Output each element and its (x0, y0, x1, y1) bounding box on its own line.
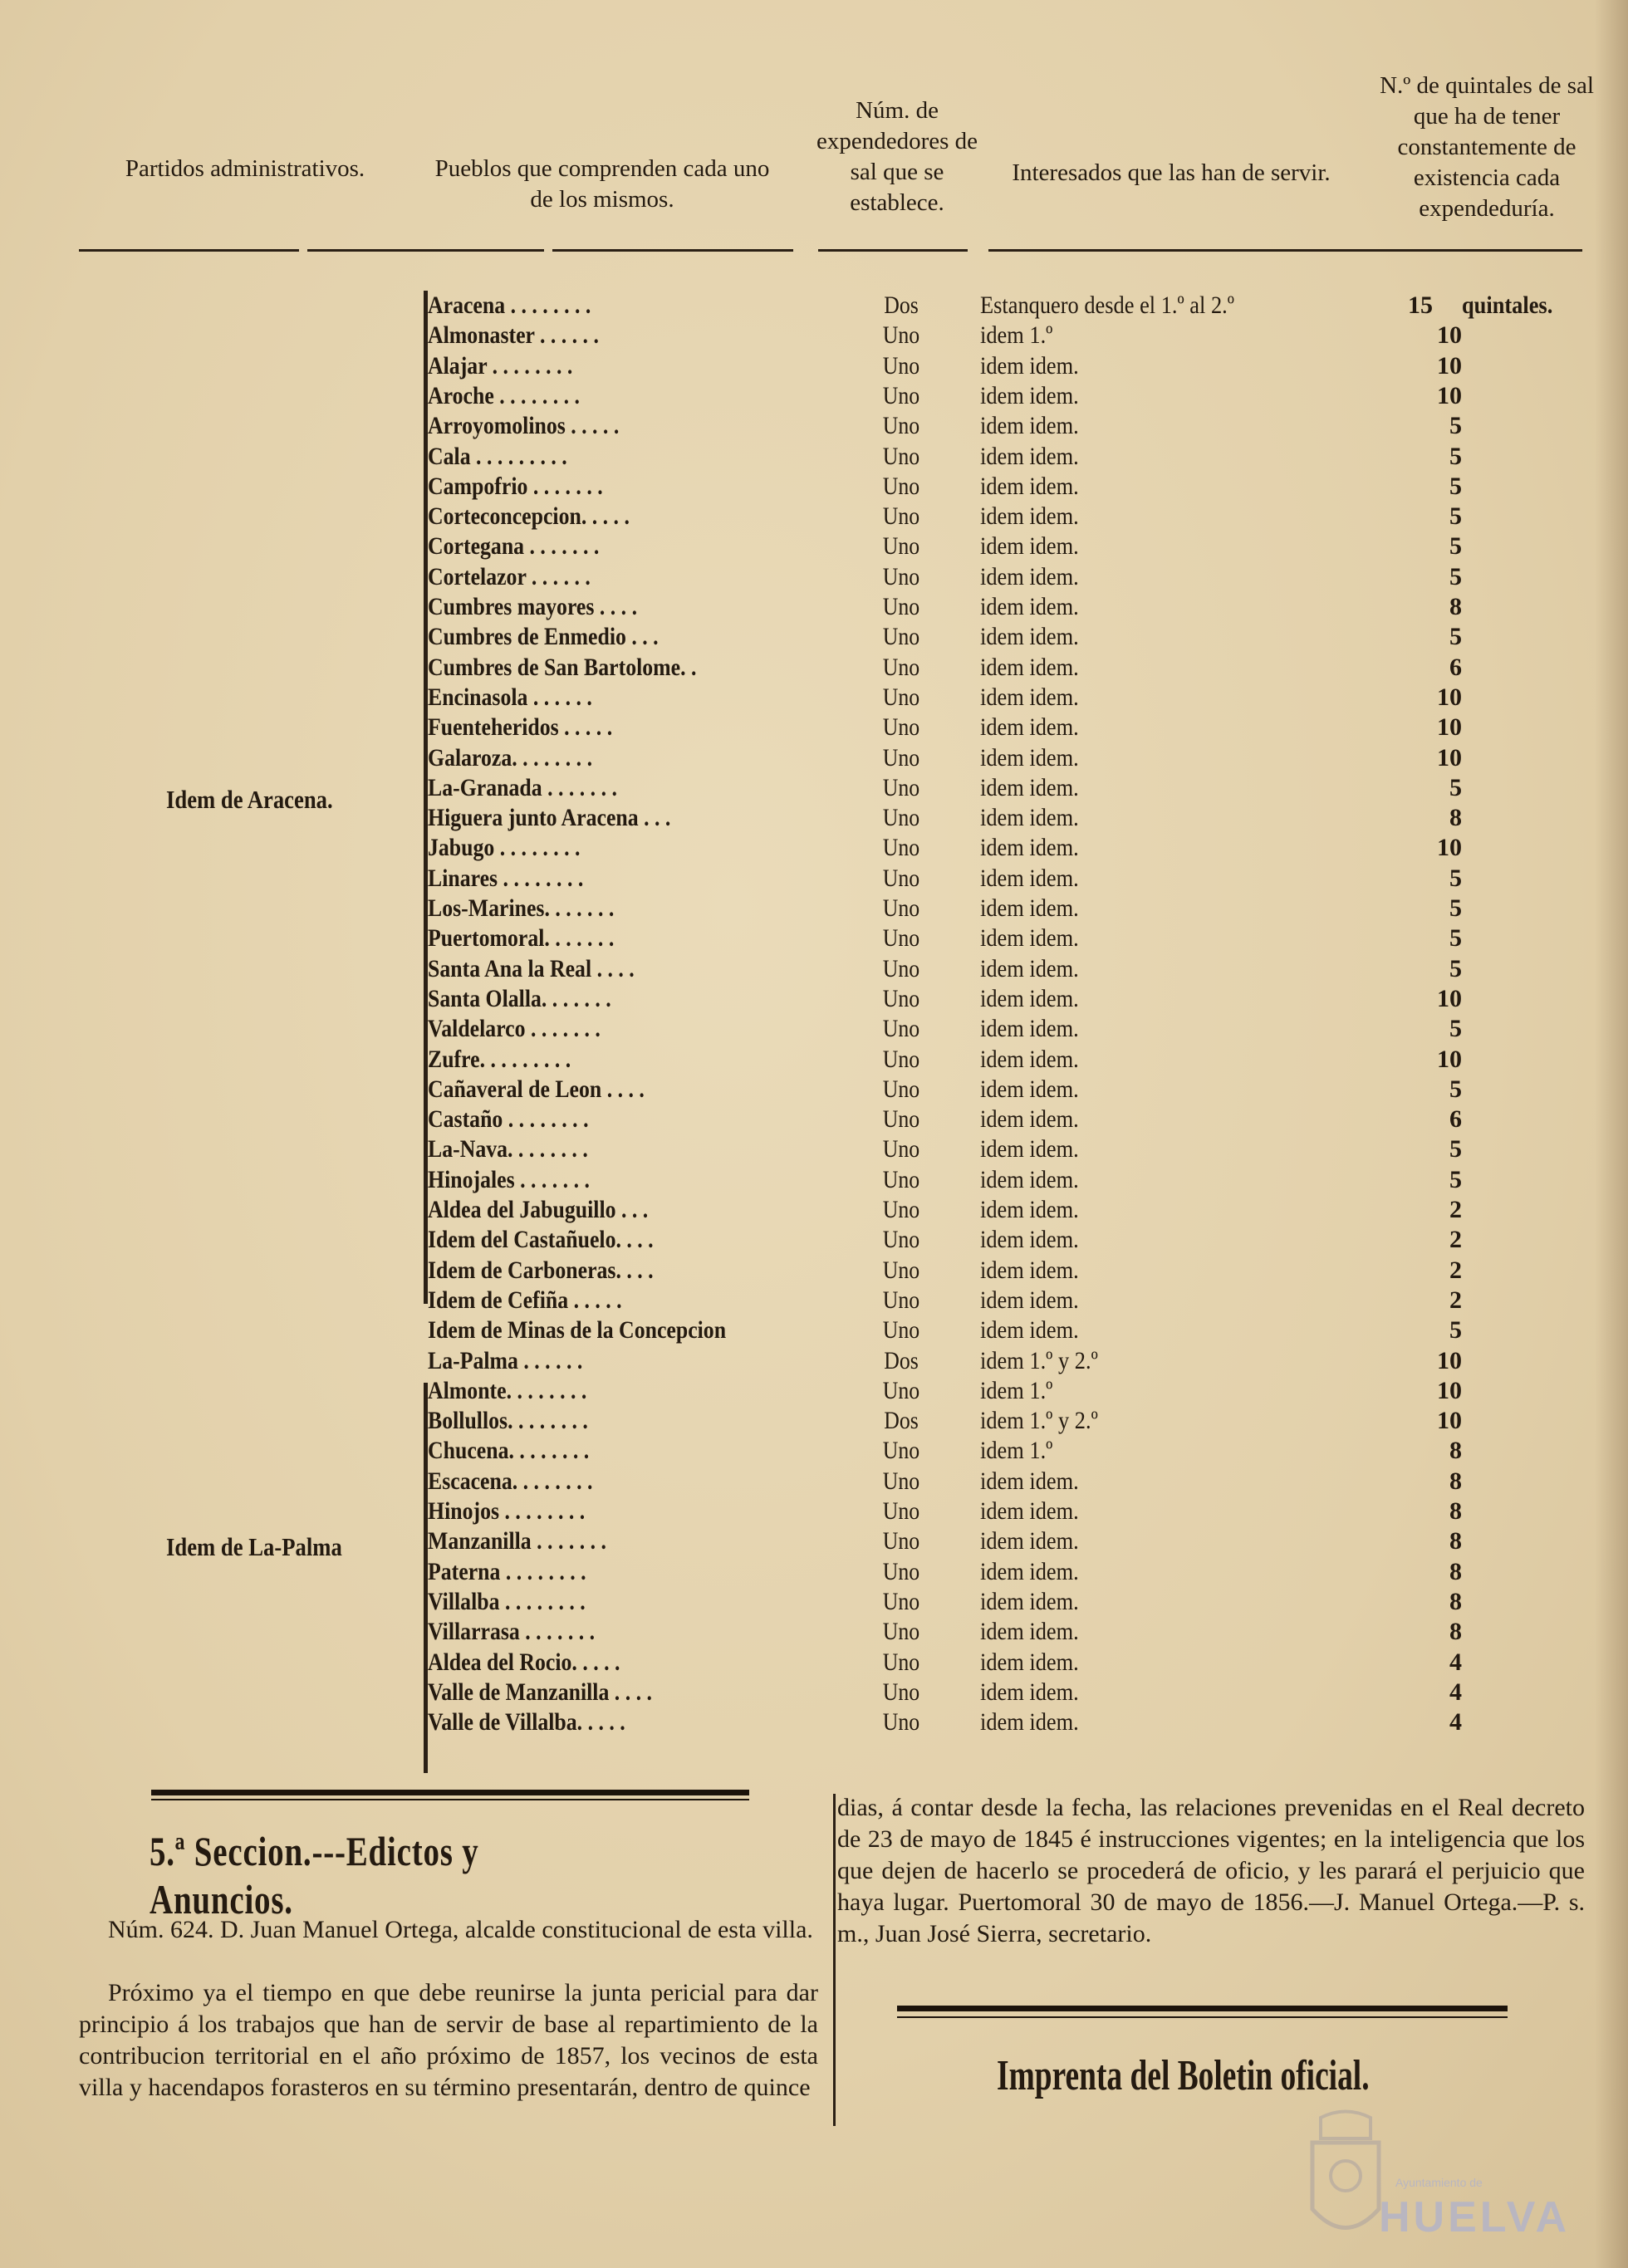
expendedores-count: Uno (882, 1467, 920, 1495)
interesados-text: idem idem. (980, 954, 1079, 982)
quintales-value: 10 (1437, 1376, 1462, 1404)
expendedores-count: Uno (882, 864, 920, 892)
header-rule-2 (307, 249, 544, 252)
partido-lapalma: Idem de La-Palma (166, 1532, 342, 1561)
interesados-text: Estanquero desde el 1.º al 2.º (980, 291, 1234, 319)
header-rule-6 (1387, 249, 1582, 252)
expendedores-count: Uno (882, 1075, 920, 1103)
expendedores-count: Uno (882, 1587, 920, 1615)
quintales-value: 4 (1449, 1708, 1462, 1737)
quintales-value: 8 (1449, 1497, 1462, 1525)
pueblo-name: Idem de Carboneras. . . . (428, 1256, 654, 1284)
section-rule-left-thin (151, 1799, 749, 1800)
quintales-value: 10 (1437, 321, 1462, 350)
group-brace-aracena (424, 291, 428, 1304)
expendedores-count: Uno (882, 713, 920, 742)
interesados-text: idem idem. (980, 1075, 1079, 1103)
quintales-value: 10 (1437, 834, 1462, 862)
quintales-value: 5 (1449, 502, 1462, 531)
quintales-value: 8 (1449, 1557, 1462, 1585)
table-row (0, 1195, 1628, 1225)
table-row (0, 1617, 1628, 1647)
expendedores-count: Uno (882, 1618, 920, 1646)
expendedores-count: Uno (882, 1286, 920, 1314)
edict-body-left: Próximo ya el tiempo en que debe reunirse la junta pericial para dar principio á los trabajos que han de servir de base al repartimiento de la contribucion territorial en el año próximo de 1857, los vecinos de esta villa y hacendapos forasteros en su término presentarán, dentro de quince (79, 1979, 818, 2101)
table-row (0, 1467, 1628, 1496)
header-expendedores: Núm. de expendedores de sal que se establece. (816, 97, 978, 216)
expendedores-count: Uno (882, 1708, 920, 1737)
expendedores-count: Uno (882, 472, 920, 500)
pueblo-name: Castaño . . . . . . . . (428, 1105, 589, 1134)
header-rule-5 (988, 249, 1387, 252)
expendedores-count: Uno (882, 412, 920, 440)
quintales-value: 5 (1449, 924, 1462, 953)
quintales-value: 5 (1449, 1135, 1462, 1163)
quintales-value: 8 (1449, 1437, 1462, 1465)
interesados-text: idem idem. (980, 442, 1079, 470)
table-row (0, 1165, 1628, 1195)
pueblo-name: Puertomoral. . . . . . . (428, 924, 615, 953)
table-row (0, 381, 1628, 411)
interesados-text: idem idem. (980, 713, 1079, 742)
pueblo-name: Linares . . . . . . . . (428, 864, 584, 892)
table-row (0, 1587, 1628, 1617)
interesados-text: idem idem. (980, 894, 1079, 922)
interesados-text: idem idem. (980, 1135, 1079, 1163)
city-seal-watermark (1300, 2109, 1391, 2251)
expendedores-count: Uno (882, 894, 920, 922)
table-row (0, 713, 1628, 742)
interesados-text: idem idem. (980, 1497, 1079, 1525)
table-row (0, 1134, 1628, 1164)
quintales-value: 6 (1449, 1105, 1462, 1134)
expendedores-count: Uno (882, 351, 920, 380)
quintales-value: 10 (1437, 984, 1462, 1012)
interesados-text: idem idem. (980, 1467, 1079, 1495)
expendedores-count: Uno (882, 623, 920, 651)
table-row (0, 411, 1628, 441)
interesados-text: idem idem. (980, 1316, 1079, 1345)
expendedores-count: Uno (882, 381, 920, 409)
section-title: 5.ª Seccion.---Edictos y Anuncios. (150, 1828, 479, 1923)
expendedores-count: Uno (882, 834, 920, 862)
table-row (0, 1346, 1628, 1376)
pueblo-name: Los-Marines. . . . . . . (428, 894, 615, 922)
expendedores-count: Dos (884, 1346, 919, 1374)
table-row (0, 1286, 1628, 1315)
expendedores-count: Uno (882, 1316, 920, 1345)
interesados-text: idem idem. (980, 924, 1079, 953)
pueblo-name: La-Granada . . . . . . . (428, 773, 617, 801)
quintales-value: 2 (1449, 1196, 1462, 1223)
pueblo-name: Fuenteheridos . . . . . (428, 713, 613, 742)
interesados-text: idem idem. (980, 562, 1079, 590)
table-row (0, 864, 1628, 894)
table-row (0, 1075, 1628, 1105)
interesados-text: idem idem. (980, 412, 1079, 440)
pueblo-name: Cala . . . . . . . . . (428, 442, 567, 470)
quintales-value: 2 (1449, 1286, 1462, 1314)
quintales-value: 5 (1449, 1165, 1462, 1193)
table-row (0, 1315, 1628, 1345)
pueblo-name: Villalba . . . . . . . . (428, 1587, 586, 1615)
table-row (0, 923, 1628, 953)
expendedores-count: Uno (882, 1497, 920, 1525)
pueblo-name: Chucena. . . . . . . . (428, 1437, 590, 1465)
interesados-text: idem idem. (980, 834, 1079, 862)
expendedores-count: Uno (882, 1437, 920, 1465)
interesados-text: idem idem. (980, 381, 1079, 409)
table-row (0, 1707, 1628, 1737)
quintales-value: 10 (1437, 1407, 1462, 1435)
interesados-text: idem 1.º (980, 1376, 1053, 1404)
expendedores-count: Uno (882, 1135, 920, 1163)
table-row (0, 531, 1628, 561)
expendedores-count: Uno (882, 1105, 920, 1134)
pueblo-name: Campofrio . . . . . . . (428, 472, 603, 500)
imprenta-rule (897, 2006, 1508, 2011)
table-row (0, 1436, 1628, 1466)
table-row (0, 291, 1628, 321)
table-row (0, 592, 1628, 622)
expendedores-count: Uno (882, 1196, 920, 1223)
interesados-text: idem idem. (980, 864, 1079, 892)
expendedores-count: Uno (882, 1165, 920, 1193)
interesados-text: idem 1.º y 2.º (980, 1407, 1098, 1435)
section-rule-left (151, 1790, 749, 1795)
pueblo-name: La-Palma . . . . . . (428, 1346, 583, 1374)
quintales-value: 5 (1449, 1075, 1462, 1103)
interesados-text: idem idem. (980, 1256, 1079, 1284)
header-rule-3 (552, 249, 793, 252)
quintales-value: 2 (1449, 1226, 1462, 1254)
quintales-value: 5 (1449, 412, 1462, 440)
pueblo-name: Jabugo . . . . . . . . (428, 834, 581, 862)
expendedores-count: Uno (882, 532, 920, 561)
quintales-value: 10 (1437, 1346, 1462, 1374)
quintales-value: 10 (1437, 743, 1462, 772)
interesados-text: idem idem. (980, 804, 1079, 832)
pueblo-name: Valle de Manzanilla . . . . (428, 1678, 652, 1706)
expendedores-count: Uno (882, 804, 920, 832)
interesados-text: idem idem. (980, 1226, 1079, 1254)
table-row (0, 1376, 1628, 1406)
quintales-value: 8 (1449, 1587, 1462, 1615)
expendedores-count: Uno (882, 593, 920, 620)
pueblo-name: Encinasola . . . . . . (428, 683, 592, 711)
interesados-text: idem 1.º (980, 321, 1053, 350)
quintales-value: 5 (1449, 773, 1462, 801)
expendedores-count: Uno (882, 1648, 920, 1676)
table-row (0, 1406, 1628, 1436)
pueblo-name: Zufre. . . . . . . . . (428, 1045, 571, 1073)
pueblo-name: Cumbres mayores . . . . (428, 593, 638, 620)
pueblo-name: Santa Olalla. . . . . . . (428, 984, 611, 1012)
interesados-text: idem idem. (980, 623, 1079, 651)
quintales-value: 5 (1449, 623, 1462, 651)
pueblo-name: Cortelazor . . . . . . (428, 562, 591, 590)
watermark-city-text: HUELVA (1379, 2193, 1571, 2241)
header-rule-4 (818, 249, 968, 252)
table-row (0, 743, 1628, 773)
quintales-value: 6 (1449, 653, 1462, 681)
table-row (0, 1105, 1628, 1134)
interesados-text: idem idem. (980, 502, 1079, 531)
interesados-text: idem 1.º y 2.º (980, 1346, 1098, 1374)
quintales-value: 5 (1449, 1316, 1462, 1345)
imprenta-footer: Imprenta del Boletin oficial. (997, 2052, 1370, 2099)
expendedores-count: Uno (882, 1015, 920, 1043)
header-partidos: Partidos administrativos. (125, 155, 365, 182)
quintales-value: 5 (1449, 532, 1462, 561)
table-row (0, 1678, 1628, 1707)
interesados-text: idem idem. (980, 1045, 1079, 1073)
expendedores-count: Uno (882, 1557, 920, 1585)
table-row (0, 562, 1628, 592)
partido-aracena: Idem de Aracena. (166, 785, 333, 814)
interesados-text: idem idem. (980, 1105, 1079, 1134)
pueblo-name: La-Nava. . . . . . . . (428, 1135, 588, 1163)
pueblo-name: Cumbres de San Bartolome. . (428, 653, 697, 681)
interesados-text: idem idem. (980, 1678, 1079, 1706)
quintales-value: 5 (1449, 864, 1462, 892)
table-row (0, 894, 1628, 923)
quintales-value: 5 (1449, 1015, 1462, 1043)
interesados-text: idem idem. (980, 1015, 1079, 1043)
interesados-text: idem idem. (980, 1648, 1079, 1676)
pueblo-name: Santa Ana la Real . . . . (428, 954, 635, 982)
pueblo-name: Higuera junto Aracena . . . (428, 804, 671, 832)
expendedores-count: Uno (882, 653, 920, 681)
pueblo-name: Corteconcepcion. . . . . (428, 502, 630, 531)
edict-body-right: dias, á contar desde la fecha, las relaciones prevenidas en el Real decreto de 23 de mayo de 1845 é instrucciones vigentes; en la inteligencia que los que dejen de hacerlo se procederá de oficio, y les parará el perjuicio que haya lugar. Puertomoral 30 de mayo de 1856.—J. Manuel Ortega.—P. s. m., Juan José Sierra, secretario. (837, 1794, 1585, 1947)
expendedores-count: Uno (882, 1226, 920, 1254)
table-row (0, 472, 1628, 502)
table-row (0, 984, 1628, 1014)
quintales-value: 10 (1437, 1045, 1462, 1073)
table-row (0, 442, 1628, 472)
quintales-value: 10 (1437, 683, 1462, 711)
pueblo-name: Alajar . . . . . . . . (428, 351, 573, 380)
quintales-value: 5 (1449, 442, 1462, 470)
pueblo-name: Almonaster . . . . . . (428, 321, 599, 350)
header-pueblos: Pueblos que comprenden cada uno de los mismos. (434, 155, 770, 213)
pueblo-name: Paterna . . . . . . . . (428, 1557, 586, 1585)
quintales-value: 5 (1449, 894, 1462, 922)
table-row (0, 1648, 1628, 1678)
interesados-text: idem idem. (980, 351, 1079, 380)
interesados-text: idem idem. (980, 1708, 1079, 1737)
expendedores-count: Uno (882, 562, 920, 590)
pueblo-name: Idem del Castañuelo. . . . (428, 1226, 654, 1254)
expendedores-count: Uno (882, 984, 920, 1012)
interesados-text: idem idem. (980, 1165, 1079, 1193)
table-row (0, 321, 1628, 350)
table-row (0, 502, 1628, 531)
quintales-value: 5 (1449, 954, 1462, 982)
table-row (0, 833, 1628, 863)
table-row (0, 1496, 1628, 1526)
pueblo-name: Cañaveral de Leon . . . . (428, 1075, 645, 1103)
expendedores-count: Uno (882, 1376, 920, 1404)
table-row (0, 622, 1628, 652)
table-row (0, 1014, 1628, 1044)
pueblo-name: Bollullos. . . . . . . . (428, 1407, 588, 1435)
pueblo-name: Escacena. . . . . . . . (428, 1467, 593, 1495)
header-quintales: N.º de quintales de sal que ha de tener constantemente de existencia cada expendeduría. (1380, 72, 1594, 222)
quintales-value: 8 (1449, 1618, 1462, 1646)
expendedores-count: Uno (882, 773, 920, 801)
quintales-value: 10 (1437, 351, 1462, 380)
interesados-text: idem idem. (980, 1618, 1079, 1646)
quintales-value: 10 (1437, 381, 1462, 409)
edict-header: Núm. 624. D. Juan Manuel Ortega, alcalde constitucional de esta villa. (108, 1916, 813, 1943)
expendedores-count: Uno (882, 924, 920, 953)
interesados-text: idem idem. (980, 984, 1079, 1012)
header-rule-1 (79, 249, 299, 252)
pueblo-name: Hinojales . . . . . . . (428, 1165, 590, 1193)
expendedores-count: Dos (884, 291, 919, 319)
pueblo-name: Cumbres de Enmedio . . . (428, 623, 659, 651)
pueblo-name: Villarrasa . . . . . . . (428, 1618, 596, 1646)
expendedores-count: Uno (882, 1527, 920, 1555)
quintales-value: 4 (1449, 1648, 1462, 1676)
pueblo-name: Idem de Minas de la Concepcion (428, 1316, 727, 1345)
pueblo-name: Idem de Cefiña . . . . . (428, 1286, 622, 1314)
quintales-value: 4 (1449, 1678, 1462, 1706)
table-row (0, 1045, 1628, 1075)
expendedores-count: Uno (882, 1256, 920, 1284)
interesados-text: idem idem. (980, 773, 1079, 801)
quintales-value: 15 (1408, 291, 1433, 319)
interesados-text: idem idem. (980, 653, 1079, 681)
pueblo-name: Aldea del Rocio. . . . . (428, 1648, 620, 1676)
quintales-value: 8 (1449, 593, 1462, 620)
expendedores-count: Uno (882, 1678, 920, 1706)
expendedores-count: Uno (882, 743, 920, 772)
group-brace-lapalma (424, 1383, 428, 1773)
table-row (0, 1256, 1628, 1286)
imprenta-rule-thin (897, 2016, 1508, 2018)
expendedores-count: Uno (882, 321, 920, 350)
pueblo-name: Aldea del Jabuguillo . . . (428, 1196, 649, 1223)
header-interesados: Interesados que las han de servir. (1012, 159, 1331, 186)
interesados-text: idem idem. (980, 1196, 1079, 1223)
pueblo-name: Hinojos . . . . . . . . (428, 1497, 586, 1525)
expendedores-count: Uno (882, 502, 920, 531)
table-row (0, 653, 1628, 683)
pueblo-name: Aroche . . . . . . . . (428, 381, 580, 409)
quintales-value: 5 (1449, 562, 1462, 590)
quintales-value: 2 (1449, 1256, 1462, 1284)
pueblo-name: Galaroza. . . . . . . . (428, 743, 593, 772)
interesados-text: idem idem. (980, 472, 1079, 500)
expendedores-count: Dos (884, 1407, 919, 1435)
quintales-value: 5 (1449, 472, 1462, 500)
interesados-text: idem 1.º (980, 1437, 1053, 1465)
table-row (0, 683, 1628, 713)
quintales-unit: quintales. (1462, 291, 1553, 319)
interesados-text: idem idem. (980, 683, 1079, 711)
pueblo-name: Valle de Villalba. . . . . (428, 1708, 625, 1737)
expendedores-count: Uno (882, 1045, 920, 1073)
pueblo-name: Manzanilla . . . . . . . (428, 1527, 607, 1555)
table-row (0, 1225, 1628, 1255)
table-row (0, 954, 1628, 984)
quintales-value: 10 (1437, 713, 1462, 742)
interesados-text: idem idem. (980, 1557, 1079, 1585)
expendedores-count: Uno (882, 683, 920, 711)
pueblo-name: Aracena . . . . . . . . (428, 291, 591, 319)
pueblo-name: Arroyomolinos . . . . . (428, 412, 620, 440)
interesados-text: idem idem. (980, 1587, 1079, 1615)
pueblo-name: Valdelarco . . . . . . . (428, 1015, 601, 1043)
expendedores-count: Uno (882, 954, 920, 982)
pueblo-name: Almonte. . . . . . . . (428, 1376, 587, 1404)
pueblo-name: Cortegana . . . . . . . (428, 532, 600, 561)
quintales-value: 8 (1449, 804, 1462, 832)
watermark-org-text: Ayuntamiento de (1395, 2176, 1483, 2189)
table-row (0, 351, 1628, 381)
interesados-text: idem idem. (980, 1527, 1079, 1555)
column-divider (833, 1794, 836, 2126)
interesados-text: idem idem. (980, 593, 1079, 620)
quintales-value: 8 (1449, 1527, 1462, 1555)
expendedores-count: Uno (882, 442, 920, 470)
interesados-text: idem idem. (980, 532, 1079, 561)
interesados-text: idem idem. (980, 1286, 1079, 1314)
interesados-text: idem idem. (980, 743, 1079, 772)
quintales-value: 8 (1449, 1467, 1462, 1495)
